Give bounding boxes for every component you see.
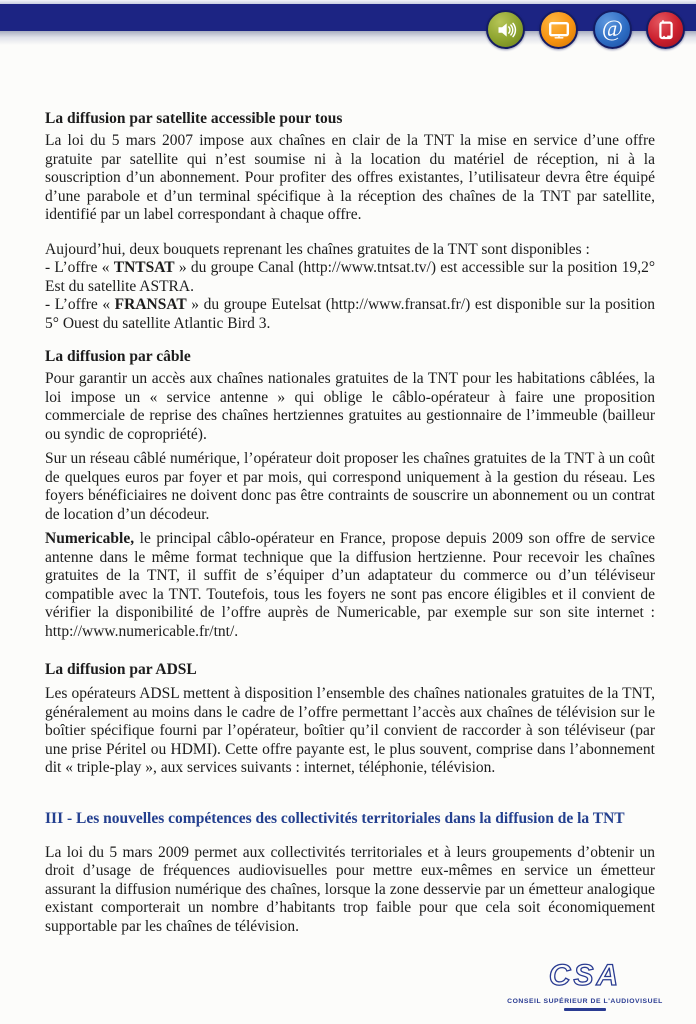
- document-body: [45, 44, 655, 942]
- topbar-shadow: [0, 31, 696, 45]
- text-segment: TNTSAT: [113, 259, 175, 276]
- text-segment: - L’offre «: [45, 259, 114, 276]
- section-title: La diffusion par ADSL: [45, 661, 197, 678]
- text-segment: Pour garantir un accès aux chaînes nationales gratuites de la TNT pour les habitations câblées, la loi impose un « service antenne » qui oblige le câblo-opérateur à faire une proposition commerciale de reprise des chaînes hertziennes gratuites au gestionnaire de l’immeuble (bailleur ou syndic de copropriété).: [45, 370, 655, 443]
- paragraph: [45, 370, 655, 444]
- section-title: La diffusion par câble: [45, 348, 191, 365]
- text-segment: Les opérateurs ADSL mettent à disposition l’ensemble des chaînes nationales gratuites de la TNT, généralement au moins dans le cadre de l’offre permettant l’accès aux chaînes de télévision sur le boîtier spécifique fourni par l’opérateur, boîtier qu’il convient de raccorder à son téléviseur (par une prise Péritel ou HDMI). Cette offre payante est, le plus souvent, comprise dans l’abonnement dit « triple-play », aux services suivants : internet, téléphonie, télévision.: [45, 685, 655, 776]
- text-segment: La loi du 5 mars 2007 impose aux chaînes en clair de la TNT la mise en service d’une offre gratuite par satellite qui n’est soumise ni à la location du matériel de réception, ni à la souscription d’un abonnement. Pour profiter des offres existantes, l’utilisateur devra être équipé d’une parabole et d’un terminal spécifique à la réception des chaînes de la TNT par satellite, identifié par un label correspondant à chaque offre.: [45, 132, 655, 223]
- text-segment: - L’offre «: [45, 296, 115, 313]
- paragraph: [45, 530, 655, 641]
- text-segment: Sur un réseau câblé numérique, l’opérateur doit proposer les chaînes gratuites de la TNT à un coût de quelques euros par foyer et par mois, qui correspond uniquement à la gestion du réseau. Les foyers bénéficiaires ne doivent donc pas être contraints de souscrire un abonnement ou un contrat de location d’un décodeur.: [45, 450, 655, 523]
- text-segment: le principal câblo-opérateur en France, propose depuis 2009 son offre de service antenne dans le même format technique que la diffusion hertzienne. Pour recevoir les chaînes gratuites de la TNT, il suffit de s’équiper d’un adaptateur du commerce ou d’un téléviseur compatible avec la TNT. Toutefois, tous les foyers ne sont pas encore éligibles et il convient de vérifier la disponibilité de l’offre auprès de Numericable, par exemple sur son site internet : http://www.numericable.fr/tnt/.: [45, 530, 655, 640]
- text-segment: » du groupe Eutelsat (http://www.fransat.fr/) est disponible sur la position 5° Ouest du satellite Atlantic Bird 3.: [45, 296, 655, 332]
- paragraph: [45, 685, 655, 778]
- text-segment: » du groupe Canal (http://www.tntsat.tv/) est accessible sur la position 19,2° Est du satellite ASTRA.: [45, 259, 656, 295]
- paragraph: [45, 450, 655, 524]
- csa-logo-rule: [564, 1008, 606, 1011]
- paragraph: [45, 296, 655, 333]
- paragraph: [45, 844, 655, 937]
- at-glyph: @: [601, 16, 624, 41]
- chapter-heading: III - Les nouvelles compétences des collectivités territoriales dans la diffusion de la TNT: [45, 809, 625, 827]
- paragraph: [45, 132, 655, 225]
- section-title: La diffusion par satellite accessible pour tous: [45, 110, 343, 127]
- paragraph: [45, 259, 655, 296]
- csa-logo: [500, 958, 670, 1011]
- csa-logo-mark: [525, 958, 645, 992]
- text-segment: La loi du 5 mars 2009 permet aux collectivités territoriales et à leurs groupements d’obtenir un droit d’usage de fréquences audiovisuelles pour mettre eux-mêmes en service un émetteur assurant la diffusion numérique des chaînes, lorsque la zone desservie par un émetteur analogique existant comporterait un nombre d’habitants trop faible pour que cela soit économiquement supportable par les chaînes de télévision.: [45, 843, 655, 935]
- csa-logo-subtitle: CONSEIL SUPÉRIEUR DE L'AUDIOVISUEL: [507, 998, 663, 1005]
- text-segment: Numericable,: [45, 530, 135, 547]
- text-segment: Aujourd’hui, deux bouquets reprenant les chaînes gratuites de la TNT sont disponibles :: [45, 240, 590, 258]
- paragraph: [45, 241, 655, 260]
- topbar: [0, 4, 696, 31]
- text-segment: FRANSAT: [114, 296, 187, 313]
- csa-logo-text: CSA: [548, 959, 622, 992]
